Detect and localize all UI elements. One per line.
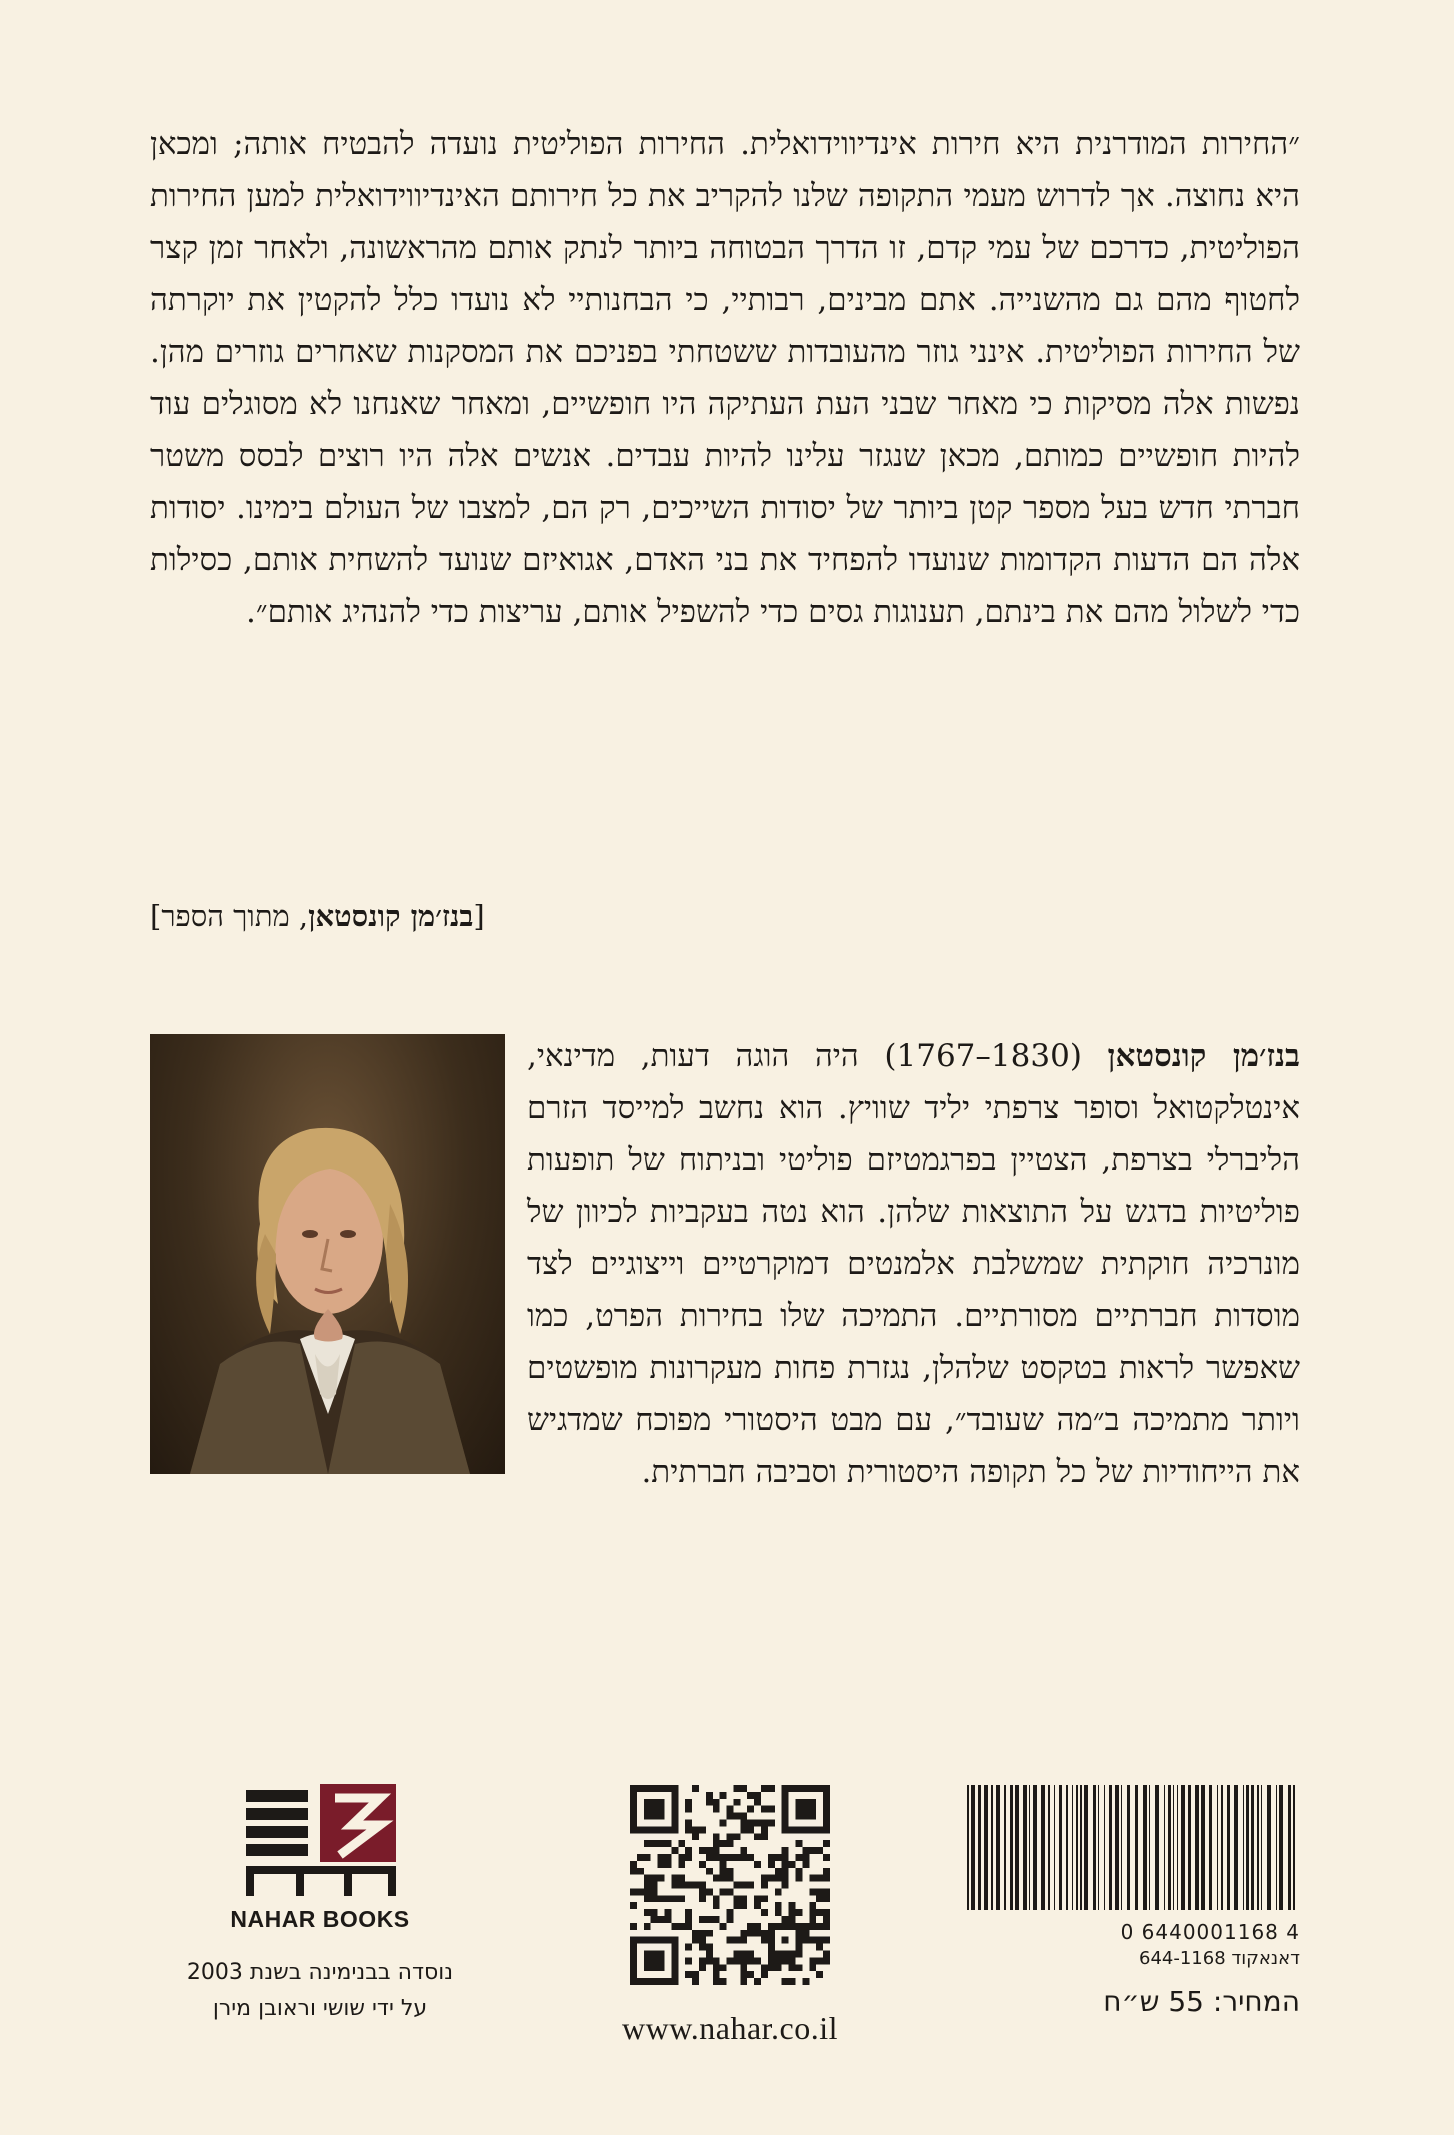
founded-line1: נוסדה בבנימינה בשנת 2003	[186, 1960, 454, 1985]
author-portrait	[150, 1034, 505, 1474]
barcode-block	[965, 1785, 1300, 2018]
website-link[interactable]: www.nahar.co.il	[621, 2010, 839, 2046]
publisher-name: NAHAR BOOKS	[230, 1906, 410, 1932]
bio-name: בנז׳מן קונסטאן	[1107, 1038, 1300, 1074]
bio-text: היה הוגה דעות, מדינאי, אינטלקטואל וסופר צרפתי יליד שוויץ. הוא נחשב למייסד הזרם הליברלי בצרפת, הצטיין בפרגמטיזם פוליטי ובניתוח של תופעות פוליטיות בדגש על התוצאות שלהן. הוא נטה בעקביות לכיוון של מונרכיה חוקתית שמשלבת אלמנטים דמוקרטיים וייצוגיים לצד מוסדות חברתיים מסורתיים. התמיכה שלו בחירות הפרט, כמו שאפשר לראות בטקסט שלהלן, נגזרת פחות מעקרונות מופשטים ויותר מתמיכה ב״מה שעובד״, עם מבט היסטורי מפוכח שמדגיש את הייחודיות של כל תקופה היסטורית וסביבה חברתית.	[527, 1038, 1300, 1490]
publisher-logo-block	[160, 1780, 480, 2027]
quote-source-rest: , מתוך הספר]	[150, 899, 309, 933]
price: המחיר: 55 ש״ח	[1103, 1985, 1300, 2018]
quote-text: ״החירות המודרנית היא חירות אינדיווידואלית. החירות הפוליטית נועדה להבטיח אותה; ומכאן היא נחוצה. אך לדרוש מעמי התקופה שלנו להקריב את כל חירותם האינדיווידואלית למען החירות הפוליטית, כדרכם של עמי קדם, זו הדרך הבטוחה ביותר לנתק אותם מהראשונה, ולאחר זמן קצר לחטוף מהם גם מהשנייה. אתם מבינים, רבותיי, כי הבחנותיי לא נועדו כלל להקטין את יוקרתה של החירות הפוליטית. אינני גוזר מהעובדות ששטחתי בפניכם את המסקנות שאחרים גוזרים מהן. נפשות אלה מסיקות כי מאחר שבני העת העתיקה היו חופשיים, ומאחר שאנחנו לא מסוגלים עוד להיות חופשיים כמותם, מכאן שנגזר עלינו להיות עבדים. אנשים אלה היו רוצים לבסס משטר חברתי חדש בעל מספר קטן ביותר של יסודות השייכים, רק הם, למצבו של העולם בימינו. יסודות אלה הם הדעות הקדומות שנועדו להפחיד את בני האדם, אגואיזם שנועד להשחית אותם, כסילות כדי לשלול מהם את בינתם, תענוגות גסים כדי להשפיל אותם, עריצות כדי להנהיג אותם״.	[150, 126, 1300, 630]
nahar-logo	[240, 1780, 400, 1900]
barcode-digits: 0 6440001168 4	[1120, 1920, 1300, 1944]
bracket-open: [	[473, 899, 485, 933]
bio-years: (1830–1767)	[858, 1038, 1108, 1074]
founded-info	[160, 1955, 480, 2027]
barcode	[965, 1785, 1300, 1910]
qr-code[interactable]	[630, 1785, 830, 1985]
quote-source-author: בנז׳מן קונסטאן	[308, 899, 474, 933]
qr-block	[580, 1785, 880, 2047]
barcode-code: דאנאקוד 644-1168	[1139, 1948, 1300, 1969]
founded-line2: על ידי שושי וראובן מירן	[212, 1996, 428, 2021]
author-bio	[150, 1030, 1300, 1498]
quote-source	[150, 896, 1300, 936]
